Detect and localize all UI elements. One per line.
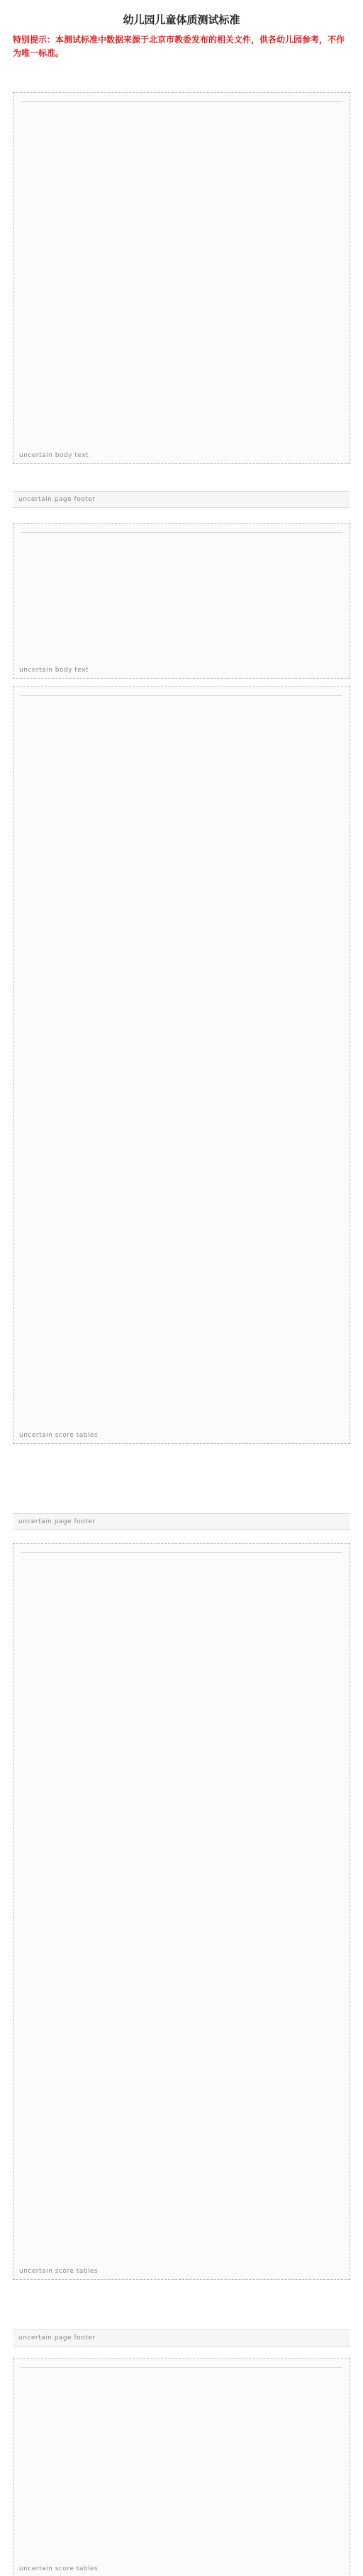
disclaimer-notice: 特别提示：本测试标准中数据来源于北京市教委发布的相关文件，供各幼儿园参考，不作为唯一标准。 bbox=[13, 35, 345, 59]
document-page bbox=[0, 13, 363, 2576]
section-placeholder-test-items bbox=[13, 92, 350, 464]
placeholder-caption-tables-3: uncertain score tables bbox=[19, 2565, 99, 2572]
placeholder-caption-footer-1: uncertain page footer bbox=[18, 496, 96, 503]
page-footer-placeholder-1 bbox=[13, 491, 350, 508]
placeholder-caption-tables-1: uncertain score tables bbox=[19, 1432, 99, 1439]
section-placeholder-score-tables-2 bbox=[13, 1543, 350, 2280]
placeholder-caption-tables-2: uncertain score tables bbox=[19, 2268, 99, 2275]
placeholder-caption-test-methods: uncertain body text bbox=[19, 667, 89, 674]
page-footer-placeholder-2 bbox=[13, 1513, 350, 1530]
placeholder-caption-test-items: uncertain body text bbox=[19, 452, 89, 459]
placeholder-caption-footer-2: uncertain page footer bbox=[18, 1518, 96, 1525]
section-placeholder-score-tables-1 bbox=[13, 686, 350, 1444]
placeholder-caption-footer-3: uncertain page footer bbox=[18, 2334, 96, 2341]
section-placeholder-score-tables-3 bbox=[13, 2358, 350, 2576]
page-footer-placeholder-3 bbox=[13, 2329, 350, 2346]
document-title: 幼儿园儿童体质测试标准 bbox=[123, 13, 240, 26]
section-placeholder-test-methods bbox=[13, 523, 350, 679]
